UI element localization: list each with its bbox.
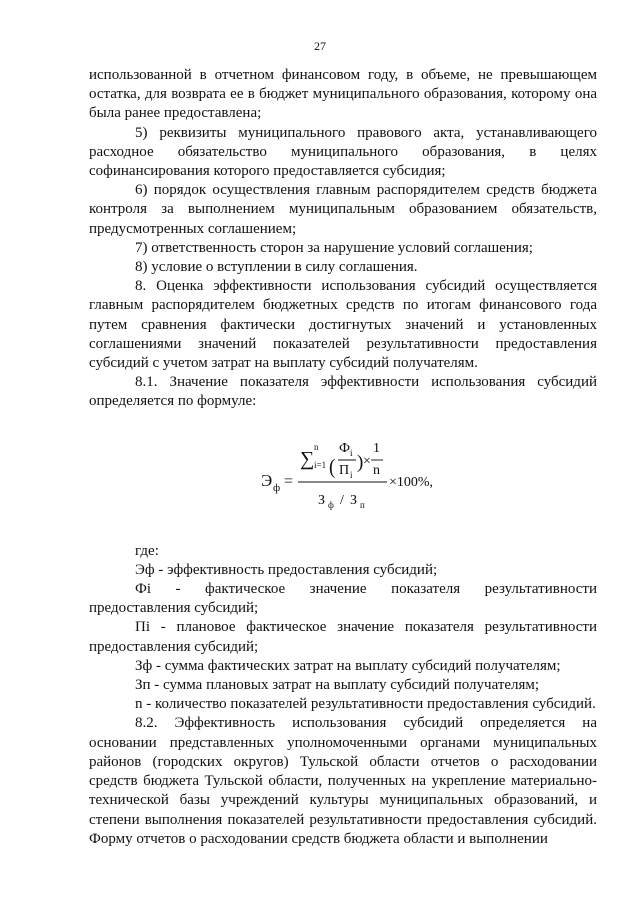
definition-zp: Зп - сумма плановых затрат на выплату субсидий получателям; xyxy=(135,677,540,694)
formula-one: 1 xyxy=(373,440,380,456)
definition-n: n - количество показателей результативности предоставления субсидий. xyxy=(135,696,596,713)
formula-z-fact-sub: ф xyxy=(328,499,334,510)
formula-close-paren: ) xyxy=(357,451,364,473)
formula-n: n xyxy=(373,462,380,478)
formula-phi-sub: i xyxy=(350,447,353,458)
formula-lhs: Э xyxy=(261,470,273,490)
document-body xyxy=(89,66,597,849)
list-item-7: 7) ответственность сторон за нарушение условий соглашения; xyxy=(135,239,533,256)
formula-z-plan: З xyxy=(350,492,358,508)
formula-pi-sub: i xyxy=(350,469,353,480)
efficiency-formula xyxy=(89,412,597,542)
definition-fi: Фi - фактическое значение показателя результативности предоставления субсидий; xyxy=(89,581,597,617)
formula-z-fact: З xyxy=(318,492,326,508)
definition-ef: Эф - эффективность предоставления субсидий; xyxy=(135,561,438,578)
formula-tail: ×100%, xyxy=(389,474,434,490)
formula-times: × xyxy=(363,453,371,469)
where-label: где: xyxy=(135,542,159,559)
section-8: 8. Оценка эффективности использования субсидий осуществляется главным распорядителем бюджетных средств по итогам финансового года путем сравнения фактически достигнутых значений и установленных соглашениями значений показателей результативности предоставления субсидий с учетом затрат на выплату субсидий получателям. xyxy=(89,278,597,372)
section-8-2: 8.2. Эффективность использования субсидий определяется на основании представленных уполномоченными органами муниципальных районов (городских округов) Тульской области отчетов о расходовании средств бюджета Тульской области, полученных на укрепление материально-технической базы учреждений культуры муниципальных образований, и степени выполнения показателей результативности предоставления субсидий. Форму отчетов о расходовании средств бюджета области и выполнении xyxy=(89,715,597,847)
list-item-8: 8) условие о вступлении в силу соглашения. xyxy=(135,259,418,276)
list-item-5: 5) реквизиты муниципального правового акта, устанавливающего расходное обязательство муниципального образования, в целях софинансирования которого предоставляется субсидия; xyxy=(89,124,597,180)
formula-sum-sign: ∑ xyxy=(300,447,315,470)
formula-slash: / xyxy=(340,492,344,508)
section-8-1: 8.1. Значение показателя эффективности использования субсидий определяется по формуле: xyxy=(89,374,597,410)
formula-open-paren: ( xyxy=(329,455,336,479)
formula-sum-lower: i=1 xyxy=(314,459,327,470)
formula-graphic xyxy=(89,412,597,542)
formula-phi: Ф xyxy=(339,440,351,456)
formula-lhs-sub: ф xyxy=(273,481,281,494)
list-item-6: 6) порядок осуществления главным распорядителем средств бюджета контроля за выполнением муниципальным образованием обязательств, предусмотренных соглашением; xyxy=(89,182,597,237)
formula-z-plan-sub: п xyxy=(360,499,365,510)
paragraph-continuation: использованной в отчетном финансовом году, в объеме, не превышающем остатка, для возврата ее в бюджет муниципального образования, которому она была ранее предоставлена; xyxy=(89,67,597,122)
formula-pi: П xyxy=(339,462,350,478)
definition-pi: Пi - плановое фактическое значение показателя результативности предоставления субсидий; xyxy=(89,619,597,655)
definition-zf: Зф - сумма фактических затрат на выплату субсидий получателям; xyxy=(135,657,561,674)
page-number: 27 xyxy=(314,39,326,53)
formula-equals: = xyxy=(284,472,294,490)
formula-sum-upper: n xyxy=(314,441,319,452)
